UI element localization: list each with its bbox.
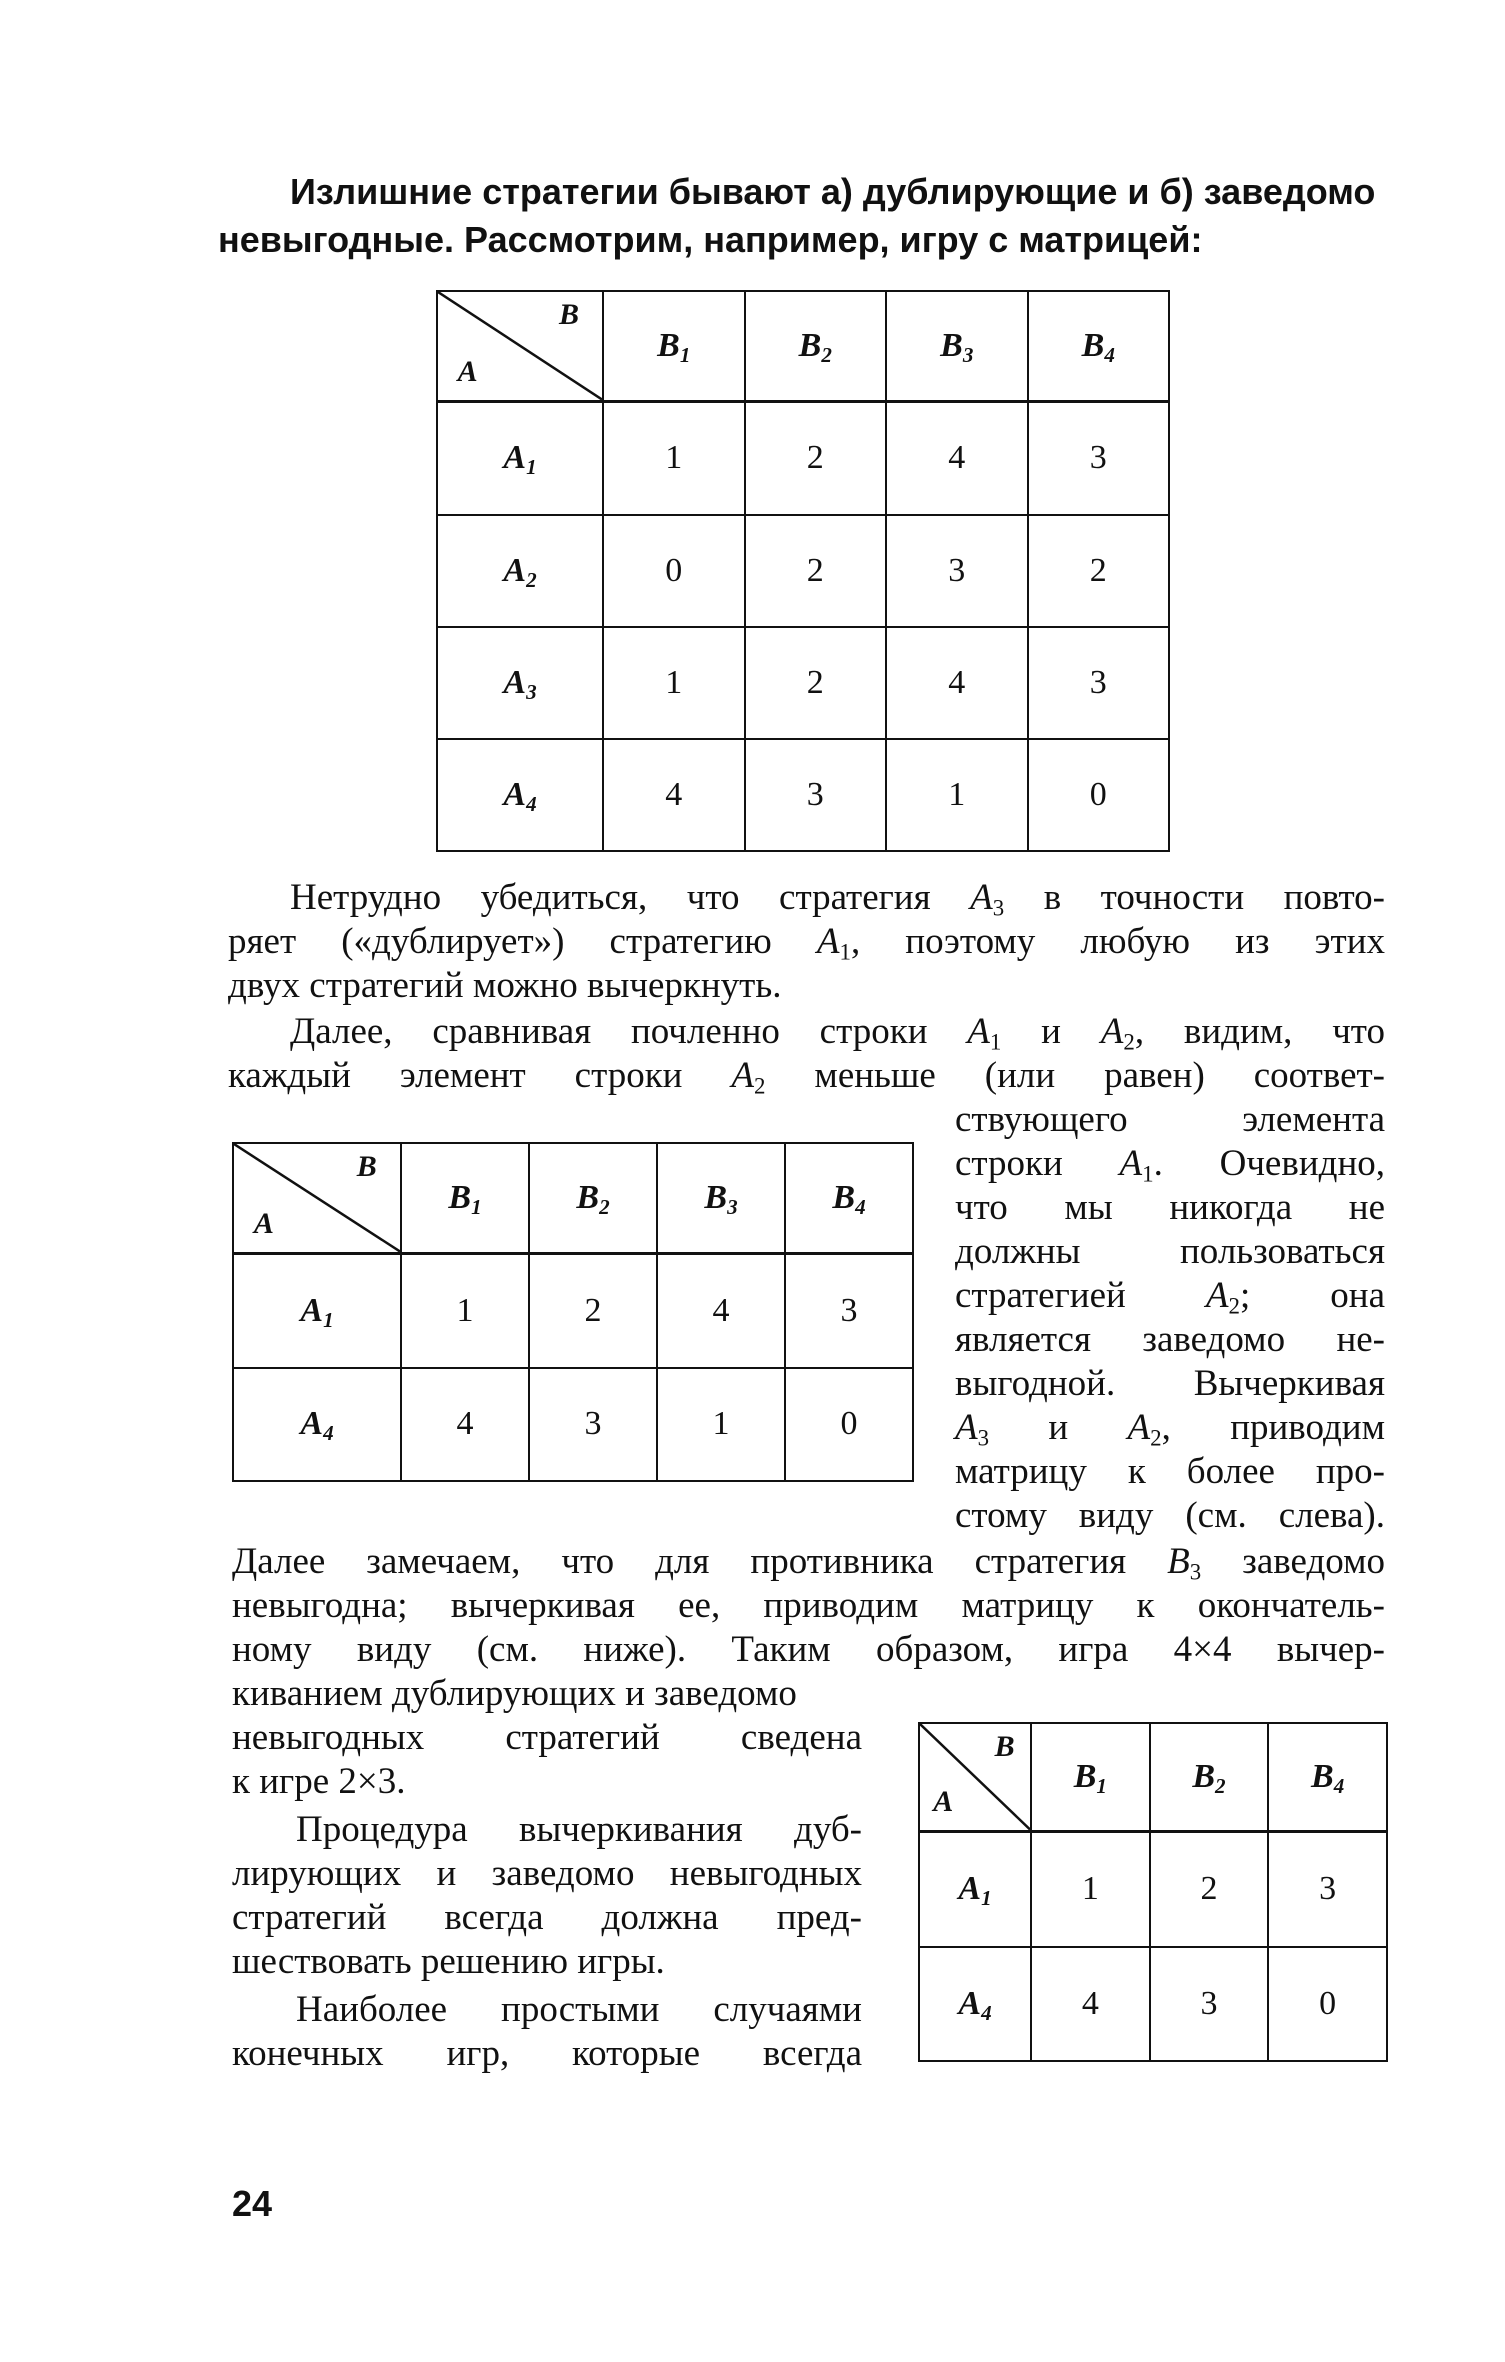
matrix-1-cell: 4: [603, 739, 745, 851]
matrix-1-cell: 2: [745, 627, 887, 739]
para-2-line-1: Далее, сравнивая почленно строки $A_1$ и $A_2$, видим, что: [290, 1011, 1385, 1055]
matrix-2-cell: 2: [529, 1253, 657, 1368]
matrix-1-row: [437, 401, 1169, 515]
matrix-1: [436, 290, 1170, 852]
matrix-2-cell: 4: [657, 1253, 785, 1368]
matrix-2-col-header: $B_1$: [401, 1143, 529, 1253]
matrix-3-cell: 3: [1150, 1947, 1269, 2061]
matrix-3-cell: 3: [1268, 1831, 1387, 1947]
para-2-line-2: каждый элемент строки $A_2$ меньше (или равен) соответ-: [228, 1055, 1385, 1099]
matrix-3-col-header: $B_1$: [1031, 1723, 1150, 1831]
para-3-line-1: Далее замечаем, что для противника стратегия $B_3$ заведомо: [232, 1541, 1385, 1585]
para-3-line-2: невыгодна; вычеркивая ее, приводим матрицу к окончатель-: [232, 1585, 1385, 1626]
matrix-1-cell: 3: [886, 515, 1028, 627]
para-1-line-2: ряет («дублирует») стратегию $A_1$, поэтому любую из этих: [228, 921, 1385, 965]
matrix-1-cell: 2: [1028, 515, 1170, 627]
para-2-side-6: является заведомо не-: [955, 1319, 1385, 1360]
matrix-1-col-header: $B_3$: [886, 291, 1028, 401]
matrix-1-col-header: $B_2$: [745, 291, 887, 401]
matrix-1-corner: A B: [437, 291, 603, 401]
matrix-2-cell: 0: [785, 1368, 913, 1481]
matrix-1-cell: 1: [603, 627, 745, 739]
matrix-1-cell: 4: [886, 627, 1028, 739]
para-5-line-1: Наиболее простыми случаями: [296, 1989, 862, 2030]
matrix-3-row-header: $A_1$: [919, 1831, 1031, 1947]
para-3-line-4: киванием дублирующих и заведомо: [232, 1673, 797, 1714]
para-2-side-8: $A_3$ и $A_2$, приводим: [955, 1407, 1385, 1451]
matrix-3-col-header: $B_2$: [1150, 1723, 1269, 1831]
matrix-2-col-header: $B_2$: [529, 1143, 657, 1253]
para-4-line-2: лирующих и заведомо невыгодных: [232, 1853, 862, 1894]
matrix-3-cell: 1: [1031, 1831, 1150, 1947]
matrix-1-row: [437, 627, 1169, 739]
matrix-3-row: [919, 1831, 1387, 1947]
matrix-1-row-header: $A_2$: [437, 515, 603, 627]
matrix-1-row: [437, 515, 1169, 627]
para-2-side-7: выгодной. Вычеркивая: [955, 1363, 1385, 1404]
para-2-side-3: что мы никогда не: [955, 1187, 1385, 1228]
matrix-2-cell: 4: [401, 1368, 529, 1481]
matrix-1-cell: 0: [1028, 739, 1170, 851]
para-3-line-5: невыгодных стратегий сведена: [232, 1717, 862, 1758]
para-1-line-1: Нетрудно убедиться, что стратегия $A_3$ в точности повто-: [290, 877, 1385, 921]
para-4-line-1: Процедура вычеркивания дуб-: [296, 1809, 862, 1850]
matrix-1-row-header: $A_4$: [437, 739, 603, 851]
matrix-2-col-header: $B_3$: [657, 1143, 785, 1253]
para-2-side-5: стратегией $A_2$; она: [955, 1275, 1385, 1319]
matrix-2-cell: 3: [529, 1368, 657, 1481]
para-3-line-6: к игре 2×3.: [232, 1761, 406, 1802]
matrix-1-cell: 2: [745, 515, 887, 627]
matrix-3-corner: A B: [919, 1723, 1031, 1831]
intro-line-1: Излишние стратегии бывают а) дублирующие и б) заведомо: [290, 171, 1376, 212]
matrix-1-cell: 3: [745, 739, 887, 851]
matrix-1-cell: 3: [1028, 627, 1170, 739]
matrix-1-cell: 0: [603, 515, 745, 627]
matrix-3-row-header: $A_4$: [919, 1947, 1031, 2061]
matrix-3-cell: 2: [1150, 1831, 1269, 1947]
para-2-side-1: ствующего элемента: [955, 1099, 1385, 1140]
matrix-2: [232, 1142, 914, 1482]
matrix-2-cell: 3: [785, 1253, 913, 1368]
matrix-1-cell: 2: [745, 401, 887, 515]
matrix-2-row: [233, 1253, 913, 1368]
matrix-2-col-header: $B_4$: [785, 1143, 913, 1253]
matrix-2-cell: 1: [401, 1253, 529, 1368]
matrix-3: [918, 1722, 1388, 2062]
intro-line-2: невыгодные. Рассмотрим, например, игру с матрицей:: [218, 219, 1203, 260]
matrix-3-cell: 0: [1268, 1947, 1387, 2061]
matrix-1-col-header: $B_4$: [1028, 291, 1170, 401]
matrix-2-corner: A B: [233, 1143, 401, 1253]
matrix-1-cell: 3: [1028, 401, 1170, 515]
matrix-3-col-header: $B_4$: [1268, 1723, 1387, 1831]
para-2-side-9: матрицу к более про-: [955, 1451, 1385, 1492]
matrix-1-row-header: $A_3$: [437, 627, 603, 739]
matrix-1-cell: 1: [603, 401, 745, 515]
para-1-line-3: двух стратегий можно вычеркнуть.: [228, 965, 782, 1006]
matrix-2-row: [233, 1368, 913, 1481]
para-4-line-3: стратегий всегда должна пред-: [232, 1897, 862, 1938]
para-3-line-3: ному виду (см. ниже). Таким образом, игра 4×4 вычер-: [232, 1629, 1386, 1670]
matrix-1-row: [437, 739, 1169, 851]
para-2-side-10: стому виду (см. слева).: [955, 1495, 1385, 1536]
matrix-2-row-header: $A_4$: [233, 1368, 401, 1481]
matrix-1-cell: 1: [886, 739, 1028, 851]
para-2-side-2: строки $A_1$. Очевидно,: [955, 1143, 1385, 1187]
matrix-1-row-header: $A_1$: [437, 401, 603, 515]
matrix-2-cell: 1: [657, 1368, 785, 1481]
matrix-3-cell: 4: [1031, 1947, 1150, 2061]
para-4-line-4: шествовать решению игры.: [232, 1941, 665, 1982]
matrix-3-row: [919, 1947, 1387, 2061]
matrix-2-row-header: $A_1$: [233, 1253, 401, 1368]
page-number: 24: [232, 2183, 273, 2224]
para-5-line-2: конечных игр, которые всегда: [232, 2033, 862, 2074]
matrix-1-col-header: $B_1$: [603, 291, 745, 401]
matrix-1-cell: 4: [886, 401, 1028, 515]
para-2-side-4: должны пользоваться: [955, 1231, 1385, 1272]
